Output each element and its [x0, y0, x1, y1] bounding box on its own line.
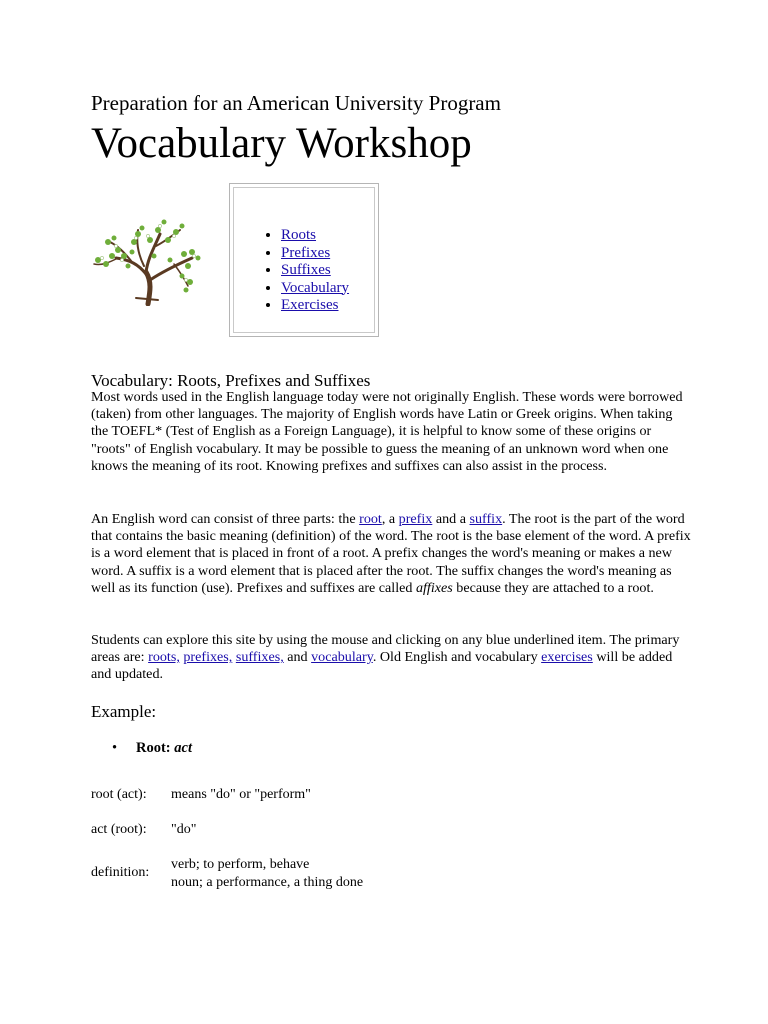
nav-box: [229, 183, 379, 337]
text: , a: [381, 511, 399, 527]
row-label: act (root):: [91, 822, 147, 837]
text: will be added and updated.: [91, 649, 673, 683]
prefix-link[interactable]: prefix: [398, 511, 433, 527]
bullet-icon: •: [112, 740, 118, 756]
nav-item-suffixes: [281, 262, 349, 280]
prefixes-link[interactable]: prefixes,: [183, 649, 233, 666]
nav-item-vocabulary: [281, 280, 349, 298]
parts-paragraph: [91, 511, 691, 597]
tree-icon: [88, 212, 206, 306]
row-value: "do": [171, 822, 197, 837]
text: because they are attached to a root.: [452, 579, 654, 596]
page-title: Vocabulary Workshop: [91, 120, 472, 167]
suffix-link[interactable]: suffix: [469, 511, 503, 527]
root-link[interactable]: root: [359, 511, 382, 527]
row-label: root (act):: [91, 787, 147, 802]
text: and a: [432, 511, 470, 527]
example-heading: Example:: [91, 702, 157, 721]
text: . Old English and vocabulary: [372, 649, 542, 666]
nav-link-vocabulary[interactable]: Vocabulary: [281, 279, 350, 296]
row-label: definition:: [91, 865, 150, 880]
row-value-verb: verb; to perform, behave: [171, 857, 310, 872]
text: . The root is the part of the word that contains the basic meaning (definition) of the word. The root is the base element of the word. A prefix is a word element that is placed in front of a root. A prefix changes the word's meaning or makes a new word. A suffix is a word element that is placed after the root. The suffix changes the word's meaning as well as its function (use). Prefixes and suffixes are called: [91, 511, 691, 596]
intro-paragraph: Most words used in the English language today were not originally English. These words were borrowed (taken) from other languages. The majority of English words have Latin or Greek origins. When taking the TOEFL* (Test of English as a Foreign Language), it is helpful to know some of these origins or "roots" of English vocabulary. It may be possible to guess the meaning of an unknown word when one knows the meaning of its root. Knowing prefixes and suffixes can also assist in the process.: [91, 389, 683, 474]
text: and: [283, 649, 312, 666]
text: Students can explore this site by using the mouse and clicking on any blue underlined item. The primary areas are:: [91, 632, 680, 666]
row-value: means "do" or "perform": [171, 787, 311, 802]
roots-link[interactable]: roots,: [148, 649, 180, 666]
section-heading: Vocabulary: Roots, Prefixes and Suffixes: [91, 371, 371, 390]
root-word: act: [174, 740, 192, 756]
nav-item-exercises: [281, 297, 349, 315]
vocabulary-link[interactable]: vocabulary: [311, 649, 373, 666]
root-label: Root:: [136, 740, 171, 756]
nav-item-roots: [281, 227, 349, 245]
nav-link-suffixes[interactable]: Suffixes: [281, 262, 331, 278]
page-subtitle: Preparation for an American University Program: [91, 91, 501, 115]
nav-item-prefixes: [281, 245, 349, 263]
text: An English word can consist of three parts: the: [91, 511, 360, 527]
exercises-link[interactable]: exercises: [541, 649, 593, 666]
nav-link-roots[interactable]: Roots: [281, 227, 317, 243]
nav-link-exercises[interactable]: Exercises: [281, 297, 339, 313]
suffixes-link[interactable]: suffixes,: [235, 649, 284, 666]
root-entry: [136, 740, 192, 757]
nav-list: [281, 227, 349, 315]
nav-link-prefixes[interactable]: Prefixes: [281, 244, 331, 261]
affixes-term: affixes: [415, 579, 453, 596]
row-value-noun: noun; a performance, a thing done: [171, 875, 364, 890]
explore-paragraph: [91, 632, 691, 684]
